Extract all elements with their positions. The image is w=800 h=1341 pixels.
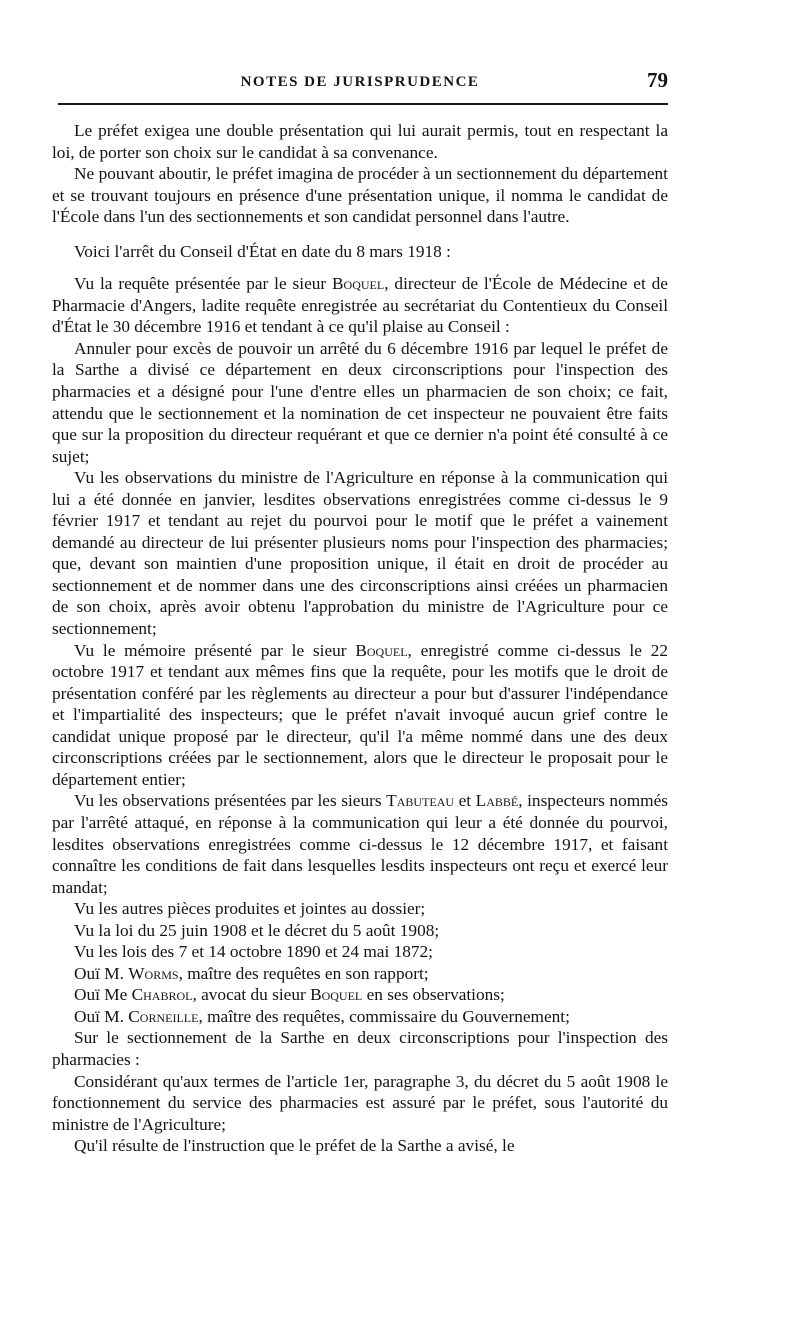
text-run: , maître des requêtes en son rapport; — [178, 963, 429, 983]
text-run: , avocat du sieur — [192, 985, 311, 1005]
text-run: , inspecteurs nommés par l'arrêté attaqué, en réponse à la communication qui leur a été donnée du pourvoi, lesdites observations enregistrées comme ci-dessus le 12 décembre 1917, et faisant connaître les conditions de fait dans lesquelles lesdits inspecteurs ont reçu et exercé leur mandat; — [52, 791, 668, 897]
paragraph-loi-1908: Vu la loi du 25 juin 1908 et le décret du 5 août 1908; — [74, 920, 440, 940]
paragraph-memoire — [52, 640, 668, 791]
paragraph-oui-worms — [52, 963, 668, 985]
text-run: Ouï M. — [74, 1006, 129, 1026]
running-head — [52, 64, 668, 104]
paragraph-oui-corneille — [52, 1006, 668, 1028]
text-run: Vu le mémoire présenté par le sieur — [74, 640, 356, 660]
text-run: Ouï M. — [74, 963, 129, 983]
book-page — [52, 64, 668, 1157]
text-run: et — [454, 791, 476, 811]
text-run: , maître des requêtes, commissaire du Gouvernement; — [198, 1006, 570, 1026]
paragraph-annuler: Annuler pour excès de pouvoir un arrêté du 6 décembre 1916 par lequel le préfet de la Sarthe a divisé ce département en deux circonscriptions pour l'inspection des pharmacies et a désigné pour l'une d'entre elles un pharmacien de son choix; ce fait, attendu que le sectionnement et la nomination de cet inspecteur ne pouvaient être faits que sur la proposition du directeur requérant et que ce dernier n'a point été consulté à ce sujet; — [52, 338, 668, 466]
text-run: en ses observations; — [362, 985, 505, 1005]
paragraph-lois-1890: Vu les lois des 7 et 14 octobre 1890 et 24 mai 1872; — [74, 942, 433, 962]
person-name: Tabuteau — [386, 791, 455, 811]
paragraph-double-presentation: Le préfet exigea une double présentation qui lui aurait permis, tout en respectant la loi, de porter son choix sur le candidat à sa convenance. — [52, 121, 668, 162]
person-name: Chabrol — [131, 985, 193, 1005]
text-run: Ouï Me — [74, 985, 132, 1005]
paragraph-oui-chabrol — [52, 984, 668, 1006]
paragraph-observations-inspecteurs — [52, 790, 668, 898]
page-body — [52, 120, 668, 1157]
person-name: Worms — [128, 963, 179, 983]
text-run: Vu la requête présentée par le sieur — [74, 274, 333, 294]
person-name: Corneille — [128, 1006, 199, 1026]
page-number: 79 — [647, 68, 668, 92]
header-rule — [58, 103, 668, 105]
running-title: NOTES DE JURISPRUDENCE — [240, 74, 480, 90]
paragraph-observations-ministre: Vu les observations du ministre de l'Agriculture en réponse à la communication qui lui a été donnée en janvier, lesdites observations enregistrées comme ci-dessus le 9 février 1917 et tendant au rejet du pourvoi pour le motif que le préfet a vainement demandé au directeur de lui présenter plusieurs noms pour l'inspection des pharmacies; que, devant son maintien d'une proposition unique, il était en droit de procéder au sectionnement et de nommer dans une des circonscriptions ainsi créées un pharmacien de son choix, après avoir obtenu l'approbation du ministre de l'Agriculture pour ce sectionnement; — [52, 468, 668, 639]
text-run: , enregistré comme ci-dessus le 22 octobre 1917 et tendant aux mêmes fins que la requête, pour les motifs que le droit de présentation conféré par les règlements au directeur a pour but d'assurer l'indépendance et l'impartialité des inspecteurs; que le préfet n'avait invoqué aucun grief contre le candidat unique proposé par le directeur, qu'il l'a même nommé dans une des deux circonscriptions créées par le sectionnement, alors que le directeur le proposait pour le département entier; — [52, 640, 668, 789]
text-run: Vu les observations présentées par les sieurs — [74, 791, 387, 811]
person-name: Boquel — [310, 985, 363, 1005]
paragraph-arret-intro: Voici l'arrêt du Conseil d'État en date du 8 mars 1918 : — [74, 241, 451, 261]
person-name: Boquel — [355, 640, 408, 660]
paragraph-considerant: Considérant qu'aux termes de l'article 1er, paragraphe 3, du décret du 5 août 1908 le fonctionnement du service des pharmacies est assuré par le préfet, sous l'autorité du ministre de l'Agriculture; — [52, 1071, 668, 1134]
paragraph-requete — [52, 273, 668, 338]
paragraph-sur-le-sectionnement: Sur le sectionnement de la Sarthe en deux circonscriptions pour l'inspection des pharmacies : — [52, 1028, 668, 1069]
paragraph-sectionnement: Ne pouvant aboutir, le préfet imagina de procéder à un sectionnement du département et se trouvant toujours en présence d'une présentation unique, il nomma le candidat de l'École dans l'un des sectionnements et son candidat personnel dans l'autre. — [52, 164, 668, 227]
paragraph-instruction: Qu'il résulte de l'instruction que le préfet de la Sarthe a avisé, le — [74, 1136, 515, 1156]
text-run: , directeur de l'École de Médecine et de Pharmacie d'Angers, ladite requête enregistrée au secrétariat du Contentieux du Conseil d'État le 30 décembre 1916 et tendant à ce qu'il plaise au Conseil : — [52, 274, 668, 337]
person-name: Labbé — [475, 791, 519, 811]
paragraph-pieces: Vu les autres pièces produites et jointes au dossier; — [74, 899, 426, 919]
person-name: Boquel — [332, 274, 385, 294]
